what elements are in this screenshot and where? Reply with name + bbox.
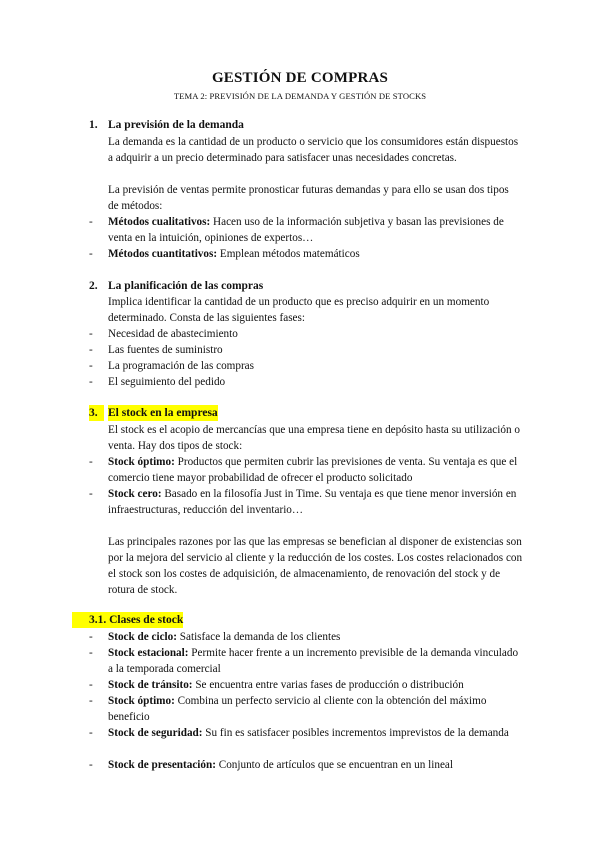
list-dash: - (89, 376, 93, 388)
list-item-term: Stock de presentación: (108, 759, 216, 771)
section-1-paragraph-1: La demanda es la cantidad de un producto o servicio que los consumidores están dispuestos a adquirir a un precio determinado para satisfacer unas necesidades concretas. (108, 136, 519, 164)
list-item-text: Se encuentra entre varias fases de producción o distribución (192, 679, 464, 691)
list-dash: - (89, 695, 93, 707)
list-item-stock-de-ciclo (108, 629, 520, 645)
list-item-stock-optimo (108, 693, 520, 725)
list-dash: - (89, 344, 93, 356)
list-dash: - (89, 727, 93, 739)
list-item-term: Stock óptimo: (108, 695, 175, 707)
section-2-heading: La planificación de las compras (108, 280, 264, 292)
section-1-number: 1. (89, 119, 98, 131)
document-title: GESTIÓN DE COMPRAS (211, 70, 389, 86)
section-2-number: 2. (89, 280, 98, 292)
list-item-text: Hacen uso de la información subjetiva y basan las previsiones de venta en la intuición, opiniones de expertos… (108, 216, 504, 244)
section-3-heading: El stock en la empresa (108, 407, 218, 419)
list-item-term: Stock de seguridad: (108, 727, 203, 739)
list-item-stock-cero (108, 486, 520, 518)
list-item-term: Stock cero: (108, 488, 162, 500)
list-dash: - (89, 360, 93, 372)
list-item-term: Stock de tránsito: (108, 679, 193, 691)
list-item-term: Métodos cuantitativos: (108, 248, 218, 260)
list-dash: - (89, 631, 93, 643)
list-item: La programación de las compras (108, 360, 255, 372)
section-3-1-heading: 3.1. Clases de stock (72, 612, 183, 628)
list-dash: - (89, 248, 93, 260)
list-dash: - (89, 647, 93, 659)
list-item-term: Métodos cualitativos: (108, 216, 211, 228)
list-item-term: Stock óptimo: (108, 456, 175, 468)
section-1-heading: La previsión de la demanda (108, 119, 244, 131)
list-item-text: Productos que permiten cubrir las previsiones de venta. Su ventaja es que el comercio tiene mayor probabilidad de ofrecer el producto solicitado (108, 456, 518, 484)
list-item-text: Permite hacer frente a un incremento previsible de la demanda vinculado a la temporada comercial (108, 647, 519, 675)
list-item-text: Satisface la demanda de los clientes (176, 631, 341, 643)
list-dash: - (89, 456, 93, 468)
list-item-metodos-cualitativos (108, 214, 520, 246)
list-item-stock-de-seguridad (108, 725, 520, 741)
list-item: Necesidad de abastecimiento (108, 328, 238, 340)
list-item: Las fuentes de suministro (108, 344, 223, 356)
document-subtitle: TEMA 2: PREVISIÓN DE LA DEMANDA Y GESTIÓN DE STOCKS (173, 91, 427, 101)
section-3-paragraph-2: Las principales razones por las que las empresas se benefician al disponer de existencias son por la mejora del servicio al cliente y la reducción de los costes. Los costes relacionados con el stock son los costes de adquisición, de almacenamiento, de renovación del stock y de rotura de stock. (108, 536, 523, 596)
list-item-text: Conjunto de artículos que se encuentran en un lineal (215, 759, 453, 771)
list-item-stock-de-presentacion (108, 757, 520, 773)
list-dash: - (89, 216, 93, 228)
list-dash: - (89, 759, 93, 771)
list-item-text: Emplean métodos matemáticos (217, 248, 360, 260)
list-dash: - (89, 328, 93, 340)
section-3-number: 3. (89, 405, 104, 421)
list-item-stock-de-transito (108, 677, 520, 693)
section-2-paragraph-1: Implica identificar la cantidad de un producto que es preciso adquirir en un momento determinado. Consta de las siguientes fases: (108, 296, 490, 324)
section-3-paragraph-1: El stock es el acopio de mercancías que una empresa tiene en depósito hasta su utilización o venta. Hay dos tipos de stock: (108, 424, 520, 452)
list-item-text: Su fin es satisfacer posibles incrementos imprevistos de la demanda (202, 727, 509, 739)
section-1-paragraph-2: La previsión de ventas permite pronosticar futuras demandas y para ello se usan dos tipos de métodos: (108, 184, 509, 212)
list-dash: - (89, 488, 93, 500)
list-item-text: Basado en la filosofía Just in Time. Su ventaja es que tiene menor inversión en infraestructuras, reducción del inventario… (108, 488, 517, 516)
list-item: El seguimiento del pedido (108, 376, 226, 388)
list-item-term: Stock estacional: (108, 647, 189, 659)
list-item-stock-optimo (108, 454, 520, 486)
list-item-stock-estacional (108, 645, 520, 677)
list-item-text: Combina un perfecto servicio al cliente con la obtención del máximo beneficio (108, 695, 487, 723)
list-dash: - (89, 679, 93, 691)
list-item-metodos-cuantitativos (108, 246, 520, 262)
list-item-term: Stock de ciclo: (108, 631, 177, 643)
